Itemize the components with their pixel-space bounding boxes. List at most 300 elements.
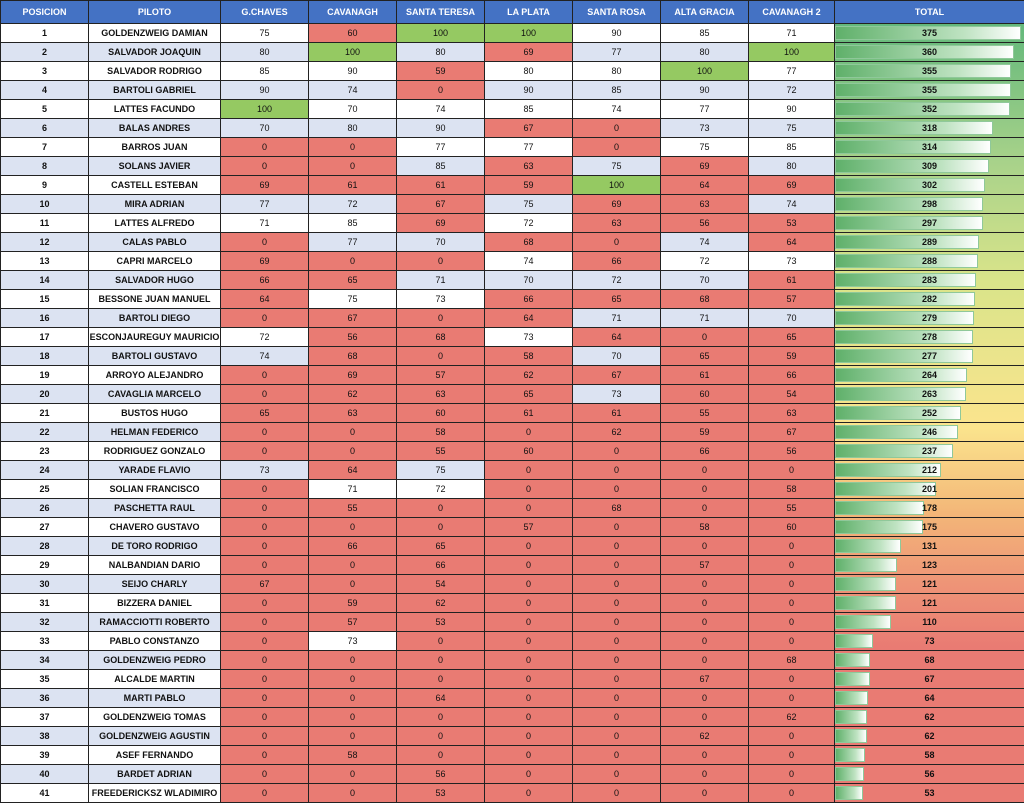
score-cell[interactable]: 70 [749,309,835,328]
score-cell[interactable]: 0 [749,613,835,632]
score-cell[interactable]: 66 [749,366,835,385]
score-cell[interactable]: 0 [485,708,573,727]
pilot-name-cell[interactable]: GOLDENZWEIG TOMAS [89,708,221,727]
position-cell[interactable]: 22 [1,423,89,442]
position-cell[interactable]: 9 [1,176,89,195]
pilot-name-cell[interactable]: SEIJO CHARLY [89,575,221,594]
score-cell[interactable]: 0 [749,632,835,651]
header-cavanagh-2[interactable]: CAVANAGH 2 [749,1,835,24]
score-cell[interactable]: 69 [309,366,397,385]
score-cell[interactable]: 0 [661,784,749,803]
score-cell[interactable]: 0 [661,575,749,594]
score-cell[interactable]: 0 [397,727,485,746]
score-cell[interactable]: 0 [749,784,835,803]
total-cell[interactable] [835,746,1024,765]
score-cell[interactable]: 0 [309,727,397,746]
score-cell[interactable]: 69 [221,252,309,271]
pilot-name-cell[interactable]: BARROS JUAN [89,138,221,157]
total-cell[interactable] [835,613,1024,632]
total-cell[interactable] [835,708,1024,727]
pilot-name-cell[interactable]: ESCONJAUREGUY MAURICIO [89,328,221,347]
score-cell[interactable]: 66 [397,556,485,575]
score-cell[interactable]: 65 [749,328,835,347]
position-cell[interactable]: 41 [1,784,89,803]
score-cell[interactable]: 66 [661,442,749,461]
score-cell[interactable]: 63 [661,195,749,214]
score-cell[interactable]: 0 [309,651,397,670]
score-cell[interactable]: 58 [485,347,573,366]
score-cell[interactable]: 80 [573,62,661,81]
pilot-name-cell[interactable]: CHAVERO GUSTAVO [89,518,221,537]
score-cell[interactable]: 74 [485,252,573,271]
score-cell[interactable]: 60 [397,404,485,423]
score-cell[interactable]: 0 [221,309,309,328]
total-cell[interactable] [835,518,1024,537]
score-cell[interactable]: 0 [573,119,661,138]
score-cell[interactable]: 67 [573,366,661,385]
score-cell[interactable]: 74 [661,233,749,252]
score-cell[interactable]: 0 [573,480,661,499]
score-cell[interactable]: 0 [221,157,309,176]
score-cell[interactable]: 77 [221,195,309,214]
pilot-name-cell[interactable]: BARTOLI DIEGO [89,309,221,328]
pilot-name-cell[interactable]: BIZZERA DANIEL [89,594,221,613]
score-cell[interactable]: 0 [485,594,573,613]
score-cell[interactable]: 74 [749,195,835,214]
score-cell[interactable]: 0 [221,518,309,537]
header-total[interactable]: TOTAL [835,1,1024,24]
score-cell[interactable]: 90 [485,81,573,100]
score-cell[interactable]: 0 [749,594,835,613]
score-cell[interactable]: 0 [661,594,749,613]
total-cell[interactable] [835,195,1024,214]
score-cell[interactable]: 0 [573,537,661,556]
score-cell[interactable]: 72 [397,480,485,499]
score-cell[interactable]: 0 [573,518,661,537]
score-cell[interactable]: 0 [309,708,397,727]
score-cell[interactable]: 90 [309,62,397,81]
score-cell[interactable]: 72 [485,214,573,233]
score-cell[interactable]: 85 [221,62,309,81]
pilot-name-cell[interactable]: BALAS ANDRES [89,119,221,138]
score-cell[interactable]: 56 [309,328,397,347]
score-cell[interactable]: 71 [661,309,749,328]
score-cell[interactable]: 70 [485,271,573,290]
header-santa-rosa[interactable]: SANTA ROSA [573,1,661,24]
score-cell[interactable]: 100 [397,24,485,43]
pilot-name-cell[interactable]: BARTOLI GABRIEL [89,81,221,100]
pilot-name-cell[interactable]: SALVADOR JOAQUIN [89,43,221,62]
total-cell[interactable] [835,423,1024,442]
total-cell[interactable] [835,138,1024,157]
score-cell[interactable]: 0 [749,670,835,689]
score-cell[interactable]: 73 [661,119,749,138]
score-cell[interactable]: 0 [485,613,573,632]
total-cell[interactable] [835,651,1024,670]
total-cell[interactable] [835,233,1024,252]
score-cell[interactable]: 72 [573,271,661,290]
score-cell[interactable]: 70 [221,119,309,138]
score-cell[interactable]: 73 [749,252,835,271]
score-cell[interactable]: 0 [573,233,661,252]
score-cell[interactable]: 0 [661,613,749,632]
position-cell[interactable]: 26 [1,499,89,518]
score-cell[interactable]: 68 [309,347,397,366]
score-cell[interactable]: 73 [485,328,573,347]
score-cell[interactable]: 75 [485,195,573,214]
score-cell[interactable]: 0 [221,423,309,442]
score-cell[interactable]: 67 [397,195,485,214]
total-cell[interactable] [835,62,1024,81]
pilot-name-cell[interactable]: GOLDENZWEIG DAMIAN [89,24,221,43]
total-cell[interactable] [835,119,1024,138]
score-cell[interactable]: 55 [397,442,485,461]
score-cell[interactable]: 0 [749,689,835,708]
score-cell[interactable]: 0 [573,784,661,803]
pilot-name-cell[interactable]: PABLO CONSTANZO [89,632,221,651]
score-cell[interactable]: 75 [573,157,661,176]
total-cell[interactable] [835,271,1024,290]
score-cell[interactable]: 77 [573,43,661,62]
header-santa-teresa[interactable]: SANTA TERESA [397,1,485,24]
score-cell[interactable]: 67 [221,575,309,594]
score-cell[interactable]: 0 [309,556,397,575]
pilot-name-cell[interactable]: SALVADOR HUGO [89,271,221,290]
score-cell[interactable]: 70 [309,100,397,119]
total-cell[interactable] [835,157,1024,176]
score-cell[interactable]: 0 [221,366,309,385]
position-cell[interactable]: 11 [1,214,89,233]
score-cell[interactable]: 0 [397,670,485,689]
score-cell[interactable]: 71 [309,480,397,499]
score-cell[interactable]: 68 [573,499,661,518]
position-cell[interactable]: 28 [1,537,89,556]
total-cell[interactable] [835,632,1024,651]
position-cell[interactable]: 32 [1,613,89,632]
score-cell[interactable]: 65 [397,537,485,556]
score-cell[interactable]: 0 [221,594,309,613]
total-cell[interactable] [835,309,1024,328]
score-cell[interactable]: 85 [661,24,749,43]
score-cell[interactable]: 100 [221,100,309,119]
position-cell[interactable]: 33 [1,632,89,651]
score-cell[interactable]: 0 [749,746,835,765]
score-cell[interactable]: 61 [573,404,661,423]
score-cell[interactable]: 73 [573,385,661,404]
score-cell[interactable]: 0 [749,575,835,594]
total-cell[interactable] [835,176,1024,195]
score-cell[interactable]: 61 [397,176,485,195]
score-cell[interactable]: 0 [661,328,749,347]
score-cell[interactable]: 62 [397,594,485,613]
score-cell[interactable]: 73 [309,632,397,651]
total-cell[interactable] [835,461,1024,480]
score-cell[interactable]: 85 [749,138,835,157]
score-cell[interactable]: 0 [309,157,397,176]
score-cell[interactable]: 85 [573,81,661,100]
total-cell[interactable] [835,100,1024,119]
score-cell[interactable]: 0 [397,347,485,366]
position-cell[interactable]: 36 [1,689,89,708]
total-cell[interactable] [835,727,1024,746]
total-cell[interactable] [835,366,1024,385]
score-cell[interactable]: 69 [397,214,485,233]
position-cell[interactable]: 7 [1,138,89,157]
score-cell[interactable]: 72 [309,195,397,214]
header-alta-gracia[interactable]: ALTA GRACIA [661,1,749,24]
score-cell[interactable]: 90 [573,24,661,43]
score-cell[interactable]: 80 [485,62,573,81]
total-cell[interactable] [835,347,1024,366]
score-cell[interactable]: 58 [661,518,749,537]
score-cell[interactable]: 90 [397,119,485,138]
score-cell[interactable]: 0 [485,499,573,518]
pilot-name-cell[interactable]: YARADE FLAVIO [89,461,221,480]
pilot-name-cell[interactable]: PASCHETTA RAUL [89,499,221,518]
score-cell[interactable]: 0 [221,138,309,157]
score-cell[interactable]: 0 [573,727,661,746]
score-cell[interactable]: 55 [309,499,397,518]
score-cell[interactable]: 61 [749,271,835,290]
score-cell[interactable]: 0 [309,784,397,803]
score-cell[interactable]: 65 [309,271,397,290]
score-cell[interactable]: 71 [749,24,835,43]
pilot-name-cell[interactable]: ARROYO ALEJANDRO [89,366,221,385]
total-cell[interactable] [835,670,1024,689]
score-cell[interactable]: 0 [661,632,749,651]
total-cell[interactable] [835,480,1024,499]
score-cell[interactable]: 74 [309,81,397,100]
position-cell[interactable]: 4 [1,81,89,100]
score-cell[interactable]: 0 [221,651,309,670]
score-cell[interactable]: 65 [221,404,309,423]
score-cell[interactable]: 0 [309,423,397,442]
score-cell[interactable]: 59 [397,62,485,81]
position-cell[interactable]: 8 [1,157,89,176]
score-cell[interactable]: 53 [397,613,485,632]
score-cell[interactable]: 100 [485,24,573,43]
score-cell[interactable]: 0 [573,442,661,461]
score-cell[interactable]: 59 [661,423,749,442]
score-cell[interactable]: 0 [485,651,573,670]
position-cell[interactable]: 12 [1,233,89,252]
score-cell[interactable]: 0 [309,670,397,689]
score-cell[interactable]: 62 [485,366,573,385]
score-cell[interactable]: 69 [749,176,835,195]
total-cell[interactable] [835,385,1024,404]
score-cell[interactable]: 0 [485,423,573,442]
position-cell[interactable]: 25 [1,480,89,499]
score-cell[interactable]: 100 [309,43,397,62]
score-cell[interactable]: 0 [397,252,485,271]
score-cell[interactable]: 73 [397,290,485,309]
score-cell[interactable]: 58 [749,480,835,499]
position-cell[interactable]: 38 [1,727,89,746]
score-cell[interactable]: 62 [749,708,835,727]
score-cell[interactable]: 0 [397,309,485,328]
score-cell[interactable]: 69 [221,176,309,195]
position-cell[interactable]: 20 [1,385,89,404]
score-cell[interactable]: 53 [397,784,485,803]
score-cell[interactable]: 64 [221,290,309,309]
total-cell[interactable] [835,689,1024,708]
score-cell[interactable]: 0 [221,670,309,689]
score-cell[interactable]: 0 [573,765,661,784]
pilot-name-cell[interactable]: GOLDENZWEIG PEDRO [89,651,221,670]
score-cell[interactable]: 0 [397,81,485,100]
score-cell[interactable]: 74 [397,100,485,119]
score-cell[interactable]: 80 [221,43,309,62]
score-cell[interactable]: 64 [749,233,835,252]
score-cell[interactable]: 64 [309,461,397,480]
score-cell[interactable]: 62 [661,727,749,746]
score-cell[interactable]: 0 [661,708,749,727]
score-cell[interactable]: 63 [485,157,573,176]
score-cell[interactable]: 0 [397,651,485,670]
position-cell[interactable]: 3 [1,62,89,81]
pilot-name-cell[interactable]: FREEDERICKSZ WLADIMIRO [89,784,221,803]
score-cell[interactable]: 0 [221,233,309,252]
score-cell[interactable]: 64 [397,689,485,708]
score-cell[interactable]: 0 [309,765,397,784]
score-cell[interactable]: 65 [485,385,573,404]
score-cell[interactable]: 0 [397,746,485,765]
score-cell[interactable]: 61 [309,176,397,195]
score-cell[interactable]: 75 [221,24,309,43]
pilot-name-cell[interactable]: SOLANS JAVIER [89,157,221,176]
total-cell[interactable] [835,442,1024,461]
score-cell[interactable]: 0 [309,689,397,708]
pilot-name-cell[interactable]: LATTES ALFREDO [89,214,221,233]
score-cell[interactable]: 75 [661,138,749,157]
total-cell[interactable] [835,290,1024,309]
total-cell[interactable] [835,784,1024,803]
score-cell[interactable]: 0 [661,461,749,480]
header-posicion[interactable]: POSICION [1,1,89,24]
pilot-name-cell[interactable]: MARTI PABLO [89,689,221,708]
score-cell[interactable]: 74 [221,347,309,366]
position-cell[interactable]: 16 [1,309,89,328]
pilot-name-cell[interactable]: GOLDENZWEIG AGUSTIN [89,727,221,746]
score-cell[interactable]: 54 [749,385,835,404]
score-cell[interactable]: 0 [485,480,573,499]
score-cell[interactable]: 67 [485,119,573,138]
score-cell[interactable]: 59 [309,594,397,613]
position-cell[interactable]: 23 [1,442,89,461]
header-g-chaves[interactable]: G.CHAVES [221,1,309,24]
position-cell[interactable]: 24 [1,461,89,480]
score-cell[interactable]: 56 [397,765,485,784]
score-cell[interactable]: 77 [485,138,573,157]
score-cell[interactable]: 80 [661,43,749,62]
score-cell[interactable]: 57 [485,518,573,537]
pilot-name-cell[interactable]: RAMACCIOTTI ROBERTO [89,613,221,632]
score-cell[interactable]: 72 [661,252,749,271]
score-cell[interactable]: 0 [221,765,309,784]
score-cell[interactable]: 0 [485,632,573,651]
score-cell[interactable]: 0 [661,537,749,556]
score-cell[interactable]: 77 [661,100,749,119]
score-cell[interactable]: 68 [397,328,485,347]
score-cell[interactable]: 0 [221,708,309,727]
score-cell[interactable]: 0 [221,480,309,499]
score-cell[interactable]: 0 [573,556,661,575]
position-cell[interactable]: 39 [1,746,89,765]
score-cell[interactable]: 67 [749,423,835,442]
score-cell[interactable]: 70 [397,233,485,252]
score-cell[interactable]: 0 [485,727,573,746]
pilot-name-cell[interactable]: DE TORO RODRIGO [89,537,221,556]
pilot-name-cell[interactable]: LATTES FACUNDO [89,100,221,119]
score-cell[interactable]: 60 [749,518,835,537]
pilot-name-cell[interactable]: SALVADOR RODRIGO [89,62,221,81]
score-cell[interactable]: 0 [573,138,661,157]
score-cell[interactable]: 80 [309,119,397,138]
pilot-name-cell[interactable]: BARTOLI GUSTAVO [89,347,221,366]
score-cell[interactable]: 59 [749,347,835,366]
score-cell[interactable]: 85 [309,214,397,233]
score-cell[interactable]: 65 [661,347,749,366]
score-cell[interactable]: 0 [309,252,397,271]
pilot-name-cell[interactable]: SOLIAN FRANCISCO [89,480,221,499]
score-cell[interactable]: 68 [485,233,573,252]
score-cell[interactable]: 63 [309,404,397,423]
score-cell[interactable]: 100 [573,176,661,195]
score-cell[interactable]: 57 [661,556,749,575]
score-cell[interactable]: 77 [397,138,485,157]
score-cell[interactable]: 0 [221,727,309,746]
pilot-name-cell[interactable]: CASTELL ESTEBAN [89,176,221,195]
position-cell[interactable]: 10 [1,195,89,214]
position-cell[interactable]: 14 [1,271,89,290]
score-cell[interactable]: 0 [309,518,397,537]
header-piloto[interactable]: PILOTO [89,1,221,24]
score-cell[interactable]: 69 [485,43,573,62]
score-cell[interactable]: 0 [573,461,661,480]
score-cell[interactable]: 58 [397,423,485,442]
score-cell[interactable]: 64 [661,176,749,195]
pilot-name-cell[interactable]: NALBANDIAN DARIO [89,556,221,575]
score-cell[interactable]: 75 [397,461,485,480]
position-cell[interactable]: 37 [1,708,89,727]
header-la-plata[interactable]: LA PLATA [485,1,573,24]
score-cell[interactable]: 63 [397,385,485,404]
score-cell[interactable]: 60 [309,24,397,43]
score-cell[interactable]: 0 [221,746,309,765]
score-cell[interactable]: 0 [485,556,573,575]
score-cell[interactable]: 56 [661,214,749,233]
score-cell[interactable]: 75 [749,119,835,138]
score-cell[interactable]: 90 [221,81,309,100]
position-cell[interactable]: 6 [1,119,89,138]
total-cell[interactable] [835,404,1024,423]
total-cell[interactable] [835,575,1024,594]
total-cell[interactable] [835,24,1024,43]
position-cell[interactable]: 29 [1,556,89,575]
score-cell[interactable]: 0 [749,461,835,480]
position-cell[interactable]: 34 [1,651,89,670]
total-cell[interactable] [835,328,1024,347]
position-cell[interactable]: 13 [1,252,89,271]
score-cell[interactable]: 0 [309,138,397,157]
score-cell[interactable]: 70 [661,271,749,290]
score-cell[interactable]: 0 [485,746,573,765]
score-cell[interactable]: 0 [397,632,485,651]
score-cell[interactable]: 80 [397,43,485,62]
score-cell[interactable]: 0 [397,518,485,537]
score-cell[interactable]: 80 [749,157,835,176]
score-cell[interactable]: 77 [309,233,397,252]
